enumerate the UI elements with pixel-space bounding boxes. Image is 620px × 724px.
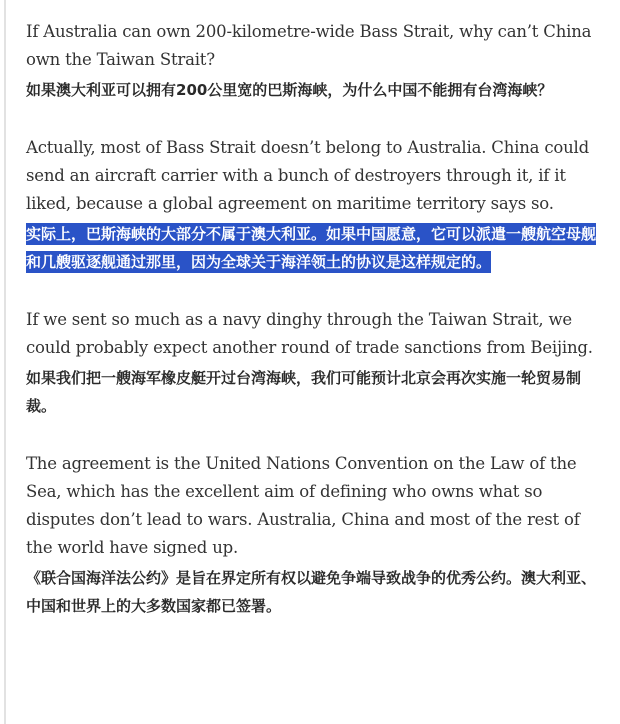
english-paragraph-3: If we sent so much as a navy dinghy through the Taiwan Strait, we could probably expect another round of trade sanctions from Beijing. — [26, 310, 593, 357]
chinese-text-1: 如果澳大利亚可以拥有200公里宽的巴斯海峡，为什么中国不能拥有台湾海峡？ — [26, 81, 553, 99]
selected-chinese-text[interactable]: 实际上，巴斯海峡的大部分不属于澳大利亚。如果中国愿意，它可以派遣一艘航空母舰和几艘驱逐舰通过那里，因为全球关于海洋领土的协议是这样规定的。 — [26, 225, 597, 271]
paragraph-block-1 — [26, 18, 604, 104]
article-body — [26, 18, 604, 650]
chinese-translation-3 — [26, 364, 604, 420]
english-paragraph-4: The agreement is the United Nations Convention on the Law of the Sea, which has the excellent aim of defining who owns what so disputes don’t lead to wars. Australia, China and most of the rest of the world have signed up. — [26, 454, 580, 557]
paragraph-block-4 — [26, 450, 604, 620]
paragraph-block-2 — [26, 134, 604, 276]
chinese-translation-4 — [26, 564, 604, 620]
english-paragraph-2: Actually, most of Bass Strait doesn’t belong to Australia. China could send an aircraft carrier with a bunch of destroyers through it, if it liked, because a global agreement on maritime territory says so. — [26, 138, 589, 213]
english-paragraph-1: If Australia can own 200-kilometre-wide Bass Strait, why can’t China own the Taiwan Strait? — [26, 22, 592, 69]
chinese-translation-2[interactable] — [26, 220, 604, 276]
chinese-translation-1 — [26, 76, 604, 104]
left-border-line — [4, 0, 6, 724]
paragraph-block-3 — [26, 306, 604, 420]
chinese-text-4: 《联合国海洋法公约》是旨在界定所有权以避免争端导致战争的优秀公约。澳大利亚、中国和世界上的大多数国家都已签署。 — [26, 569, 597, 615]
chinese-text-3: 如果我们把一艘海军橡皮艇开过台湾海峡，我们可能预计北京会再次实施一轮贸易制裁。 — [26, 369, 582, 415]
